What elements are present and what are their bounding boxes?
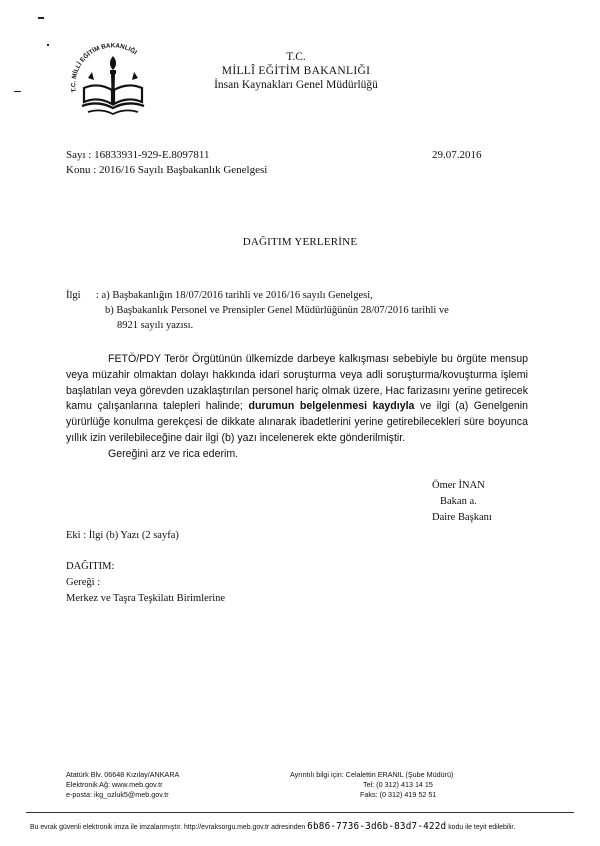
body-text-part2: ve ilgi (a) Genelgenin yürürlüğe konulma gerekçesi de dikkate alınarak ibadetlerini yerine getirebilecekleri süre boyunca yıllık izin verilebileceğine dair ilgi (b) yazı incelenerek ekte gönderilmiştir.	[66, 400, 528, 444]
meb-emblem-icon	[66, 42, 160, 124]
footer-divider	[26, 812, 574, 813]
footer-phone: Tel: (0 312) 413 14 15	[363, 780, 433, 789]
document-subject: Konu : 2016/16 Sayılı Başbakanlık Genelgesi	[66, 164, 268, 176]
document-number: Sayı : 16833931-929-E.8097811	[66, 149, 210, 161]
scan-speck	[47, 44, 49, 46]
signatory-name: Ömer İNAN	[432, 480, 485, 491]
attachments: Eki : İlgi (b) Yazı (2 sayfa)	[66, 530, 179, 541]
signatory-title: Daire Başkanı	[432, 512, 492, 523]
verification-note	[30, 821, 515, 832]
scan-speck	[14, 91, 21, 92]
body-paragraph	[66, 352, 528, 447]
verification-code: 6b86-7736-3d6b-83d7-422d	[307, 821, 447, 832]
footer-fax: Faks: (0 312) 419 52 51	[360, 790, 437, 799]
document-date: 29.07.2016	[432, 149, 482, 161]
scan-speck	[38, 17, 44, 19]
closing-sentence: Gereğini arz ve rica ederim.	[108, 447, 239, 460]
reference-a: : a) Başbakanlığın 18/07/2016 tarihli ve 2016/16 sayılı Genelgesi,	[96, 290, 373, 301]
reference-b: b) Başbakanlık Personel ve Prensipler Genel Müdürlüğünün 28/07/2016 tarihli ve	[105, 305, 449, 316]
ministry-logo	[66, 42, 160, 124]
letterhead	[196, 50, 396, 92]
distribution-action: Gereği :	[66, 577, 101, 588]
reference-label: İlgi	[66, 290, 81, 301]
footer-address: Atatürk Blv. 06648 Kızılay/ANKARA	[66, 770, 180, 779]
reference-b-continued: 8921 sayılı yazısı.	[117, 320, 194, 331]
verification-suffix: kodu ile teyit edilebilir.	[448, 824, 516, 831]
letter-body	[66, 352, 528, 463]
footer-website: Elektronik Ağ: www.meb.gov.tr	[66, 780, 163, 789]
directorate-name: İnsan Kaynakları Genel Müdürlüğü	[214, 79, 378, 91]
distribution-label: DAĞITIM:	[66, 561, 115, 572]
body-emphasis: durumun belgelenmesi kaydıyla	[248, 400, 415, 413]
verification-prefix: Bu evrak güvenli elektronik imza ile imzalanmıştır. http://evraksorgu.meb.gov.tr adresinden	[30, 824, 306, 831]
logo-arc-text: T.C. MİLLÎ EĞİTİM BAKANLIĞI	[70, 42, 139, 93]
body-text-part1: FETÖ/PDY Terör Örgütünün ülkemizde darbeye kalkışması sebebiyle bu örgüte mensup veya müzahir olmaktan dolayı hakkında idari soruşturma veya adli soruşturma/kovuşturma işlemi başlatılan veya görevden uzaklaştırılan personel hariç olmak üzere, Hac farizasını yerine getirecek kamu çalışanlarına talepleri halinde;	[66, 353, 528, 413]
distribution-target: Merkez ve Taşra Teşkilatı Birimlerine	[66, 593, 226, 604]
ministry-name: MİLLÎ EĞİTİM BAKANLIĞI	[221, 65, 371, 77]
country-line: T.C.	[286, 51, 306, 63]
footer-contact: Ayrıntılı bilgi için: Celalettin ERANIL (Şube Müdürü)	[290, 770, 454, 779]
signatory-role: Bakan a.	[440, 496, 477, 507]
footer-email: e-posta: ikg_ozluk5@meb.gov.tr	[66, 790, 169, 799]
addressee-title: DAĞITIM YERLERİNE	[242, 236, 358, 248]
